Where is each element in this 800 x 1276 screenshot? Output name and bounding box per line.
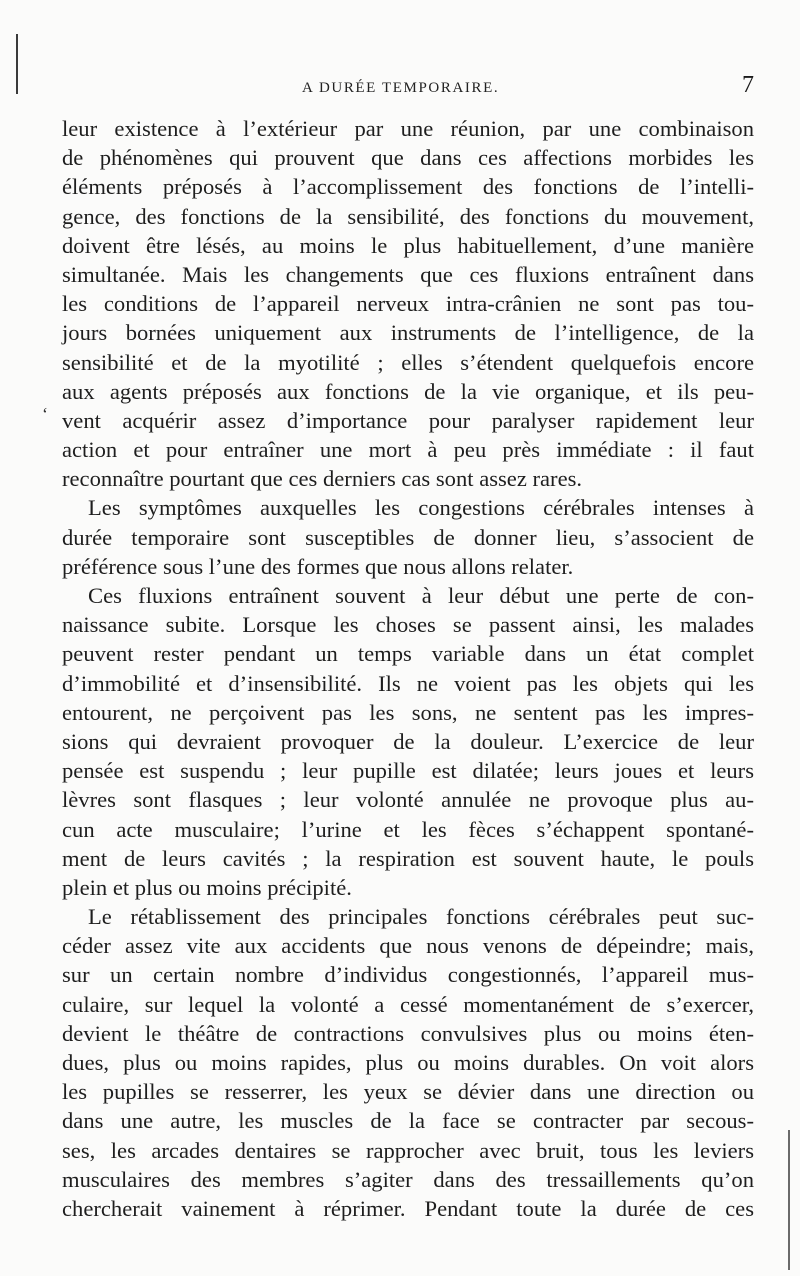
text-line: Ces fluxions entraînent souvent à leur début une perte de con- xyxy=(88,583,754,608)
text-line: Les symptômes auxquelles les congestions cérébrales intenses à xyxy=(88,495,754,521)
text-line: pensée est suspendu ; leur pupille est dilatée; leurs joues et leurs xyxy=(62,758,754,784)
text-line: Le rétablissement des principales fonctions cérébrales peut suc- xyxy=(88,904,754,930)
text-line: sensibilité et de la myotilité ; elles s’étendent quelquefois encore xyxy=(62,349,754,375)
text-line: éléments préposés à l’accomplissement des fonctions de l’intelli- xyxy=(62,174,754,200)
text-line: les pupilles se resserrer, les yeux se dévier dans une direction ou xyxy=(62,1079,754,1105)
text-line: simultanée. Mais les changements que ces fluxions entraînent dans xyxy=(62,261,754,287)
right-edge-rule xyxy=(788,1130,790,1270)
text-line: ment de leurs cavités ; la respiration est souvent haute, le pouls xyxy=(62,845,754,871)
text-line: préférence sous l’une des formes que nous allons relater. xyxy=(62,553,574,579)
text-line: naissance subite. Lorsque les choses se passent ainsi, les malades xyxy=(62,612,754,638)
text-line: cun acte musculaire; l’urine et les fèces s’échappent spontané- xyxy=(62,816,754,842)
text-line: durée temporaire sont susceptibles de donner lieu, s’associent de xyxy=(62,524,754,550)
text-line: lèvres sont flasques ; leur volonté annulée ne provoque plus au- xyxy=(62,787,754,813)
text-line: doivent être lésés, au moins le plus habituellement, d’une manière xyxy=(62,232,754,258)
text-line: aux agents préposés aux fonctions de la vie organique, et ils peu- xyxy=(62,378,754,404)
page-header xyxy=(62,72,754,102)
running-head: A DURÉE TEMPORAIRE. xyxy=(302,80,500,96)
text-line: culaire, sur lequel la volonté a cessé momentanément de s’exercer, xyxy=(62,991,754,1017)
text-line: jours bornées uniquement aux instruments de l’intelligence, de la xyxy=(62,320,754,346)
text-line: action et pour entraîner une mort à peu près immédiate : il faut xyxy=(62,437,754,463)
body-text xyxy=(62,114,754,1223)
left-edge-rule xyxy=(16,34,18,94)
text-line: musculaires des membres s’agiter dans des tressaillements qu’on xyxy=(62,1166,754,1192)
text-line: entourent, ne perçoivent pas les sons, ne sentent pas les impres- xyxy=(62,699,754,725)
page-number: 7 xyxy=(742,72,754,98)
text-line: céder assez vite aux accidents que nous venons de dépeindre; mais, xyxy=(62,933,754,959)
text-line: reconnaître pourtant que ces derniers cas sont assez rares. xyxy=(62,466,583,492)
text-line: les conditions de l’appareil nerveux intra-crânien ne sont pas tou- xyxy=(62,291,754,317)
text-line: leur existence à l’extérieur par une réunion, par une combinaison xyxy=(62,116,754,141)
text-line: devient le théâtre de contractions convulsives plus ou moins éten- xyxy=(62,1020,754,1046)
text-line: dans une autre, les muscles de la face se contracter par secous- xyxy=(62,1108,754,1134)
text-line: de phénomènes qui prouvent que dans ces affections morbides les xyxy=(62,145,754,171)
text-line: gence, des fonctions de la sensibilité, des fonctions du mouvement, xyxy=(62,203,754,229)
text-line: plein et plus ou moins précipité. xyxy=(62,874,352,900)
text-line: ses, les arcades dentaires se rapprocher avec bruit, tous les leviers xyxy=(62,1137,754,1163)
text-line: dues, plus ou moins rapides, plus ou moins durables. On voit alors xyxy=(62,1050,754,1075)
text-line: peuvent rester pendant un temps variable dans un état complet xyxy=(62,641,754,667)
text-line: chercherait vainement à réprimer. Pendant toute la durée de ces xyxy=(62,1195,754,1221)
text-line: sions qui devraient provoquer de la douleur. L’exercice de leur xyxy=(62,728,754,754)
margin-mark: ʻ xyxy=(42,404,48,424)
text-line: vent acquérir assez d’importance pour paralyser rapidement leur xyxy=(62,407,754,433)
text-line: d’immobilité et d’insensibilité. Ils ne voient pas les objets qui les xyxy=(62,670,754,696)
text-line: sur un certain nombre d’individus congestionnés, l’appareil mus- xyxy=(62,962,754,988)
